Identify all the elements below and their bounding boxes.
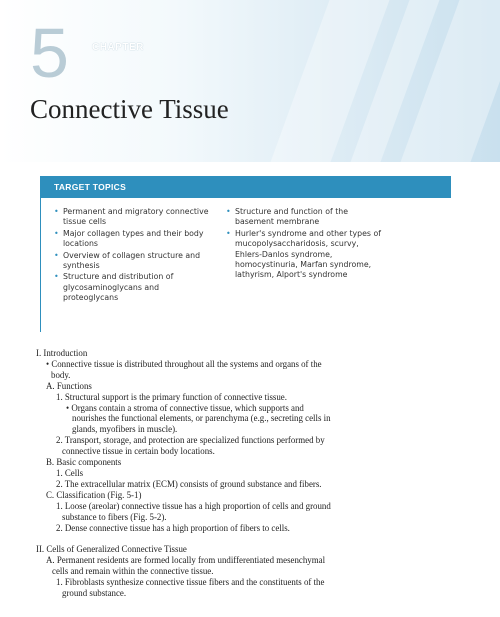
outline-line: II. Cells of Generalized Connective Tissue	[36, 544, 187, 555]
chapter-label: CHAPTER	[92, 42, 144, 53]
outline-line: cells and remain within the connective tissue.	[52, 566, 214, 577]
topic-item	[54, 251, 214, 272]
topic-text: Structure and distribution of glycosaminoglycans and proteoglycans	[63, 272, 174, 303]
outline-line: nourishes the functional elements, or parenchyma (e.g., secreting cells in	[72, 413, 331, 424]
outline-line: glands, myofibers in muscle).	[72, 424, 178, 435]
topic-text: Permanent and migratory connective tissue cells	[63, 207, 209, 227]
outline-line: 2. Transport, storage, and protection are specialized functions performed by	[56, 435, 325, 446]
bullet-icon: •	[54, 228, 59, 238]
outline-line: ground substance.	[62, 588, 127, 599]
outline-line: B. Basic components	[46, 457, 122, 468]
outline-line: I. Introduction	[36, 348, 88, 358]
topic-item	[226, 207, 386, 228]
topic-item	[54, 229, 214, 250]
outline-line: substance to fibers (Fig. 5-2).	[62, 511, 167, 522]
chapter-outline	[36, 348, 456, 599]
topic-text: Overview of collagen structure and synthesis	[63, 250, 201, 271]
topic-item	[54, 207, 214, 228]
outline-gap	[36, 533, 456, 544]
bullet-icon: •	[54, 250, 59, 260]
target-topics-box	[40, 176, 451, 332]
outline-line: • Organs contain a stroma of connective tissue, which supports and	[66, 402, 304, 413]
topic-text: Hurler's syndrome and other types of mucopolysaccharidosis, scurvy, Ehlers-Danlos syndrome, homocystinuria, Marfan syndrome, lathyrism, Alport's syndrome	[235, 228, 381, 280]
outline-line: A. Functions	[46, 380, 92, 391]
bullet-icon: •	[54, 272, 59, 282]
bullet-icon: •	[54, 207, 59, 216]
chapter-title: Connective Tissue	[30, 94, 229, 124]
outline-line: A. Permanent residents are formed locally from undifferentiated mesenchymal	[46, 555, 326, 566]
topic-item	[54, 272, 214, 303]
target-topics-heading: TARGET TOPICS	[41, 176, 451, 198]
outline-line: 1. Fibroblasts synthesize connective tissue fibers and the constituents of the	[56, 577, 325, 588]
outline-line: body.	[51, 369, 71, 380]
bullet-icon: •	[226, 228, 231, 238]
topic-item	[226, 229, 386, 281]
topic-text: Structure and function of the basement membrane	[235, 207, 349, 227]
outline-line: 1. Structural support is the primary function of connective tissue.	[56, 391, 287, 402]
outline-line: 2. Dense connective tissue has a high proportion of fibers to cells.	[56, 522, 290, 533]
outline-line: connective tissue in certain body locations.	[62, 446, 215, 457]
outline-line: 1. Loose (areolar) connective tissue has a high proportion of cells and ground	[56, 500, 331, 511]
chapter-number: 5	[30, 14, 69, 92]
topics-left-column	[54, 207, 214, 305]
outline-line: 2. The extracellular matrix (ECM) consists of ground substance and fibers.	[56, 478, 322, 489]
outline-line: • Connective tissue is distributed throughout all the systems and organs of the	[46, 358, 322, 369]
outline-line: 1. Cells	[56, 467, 84, 478]
outline-line: C. Classification (Fig. 5-1)	[46, 489, 142, 500]
chapter-header-background	[0, 0, 500, 162]
bullet-icon: •	[226, 207, 231, 216]
topics-right-column	[226, 207, 386, 305]
topic-text: Major collagen types and their body locations	[63, 228, 204, 249]
